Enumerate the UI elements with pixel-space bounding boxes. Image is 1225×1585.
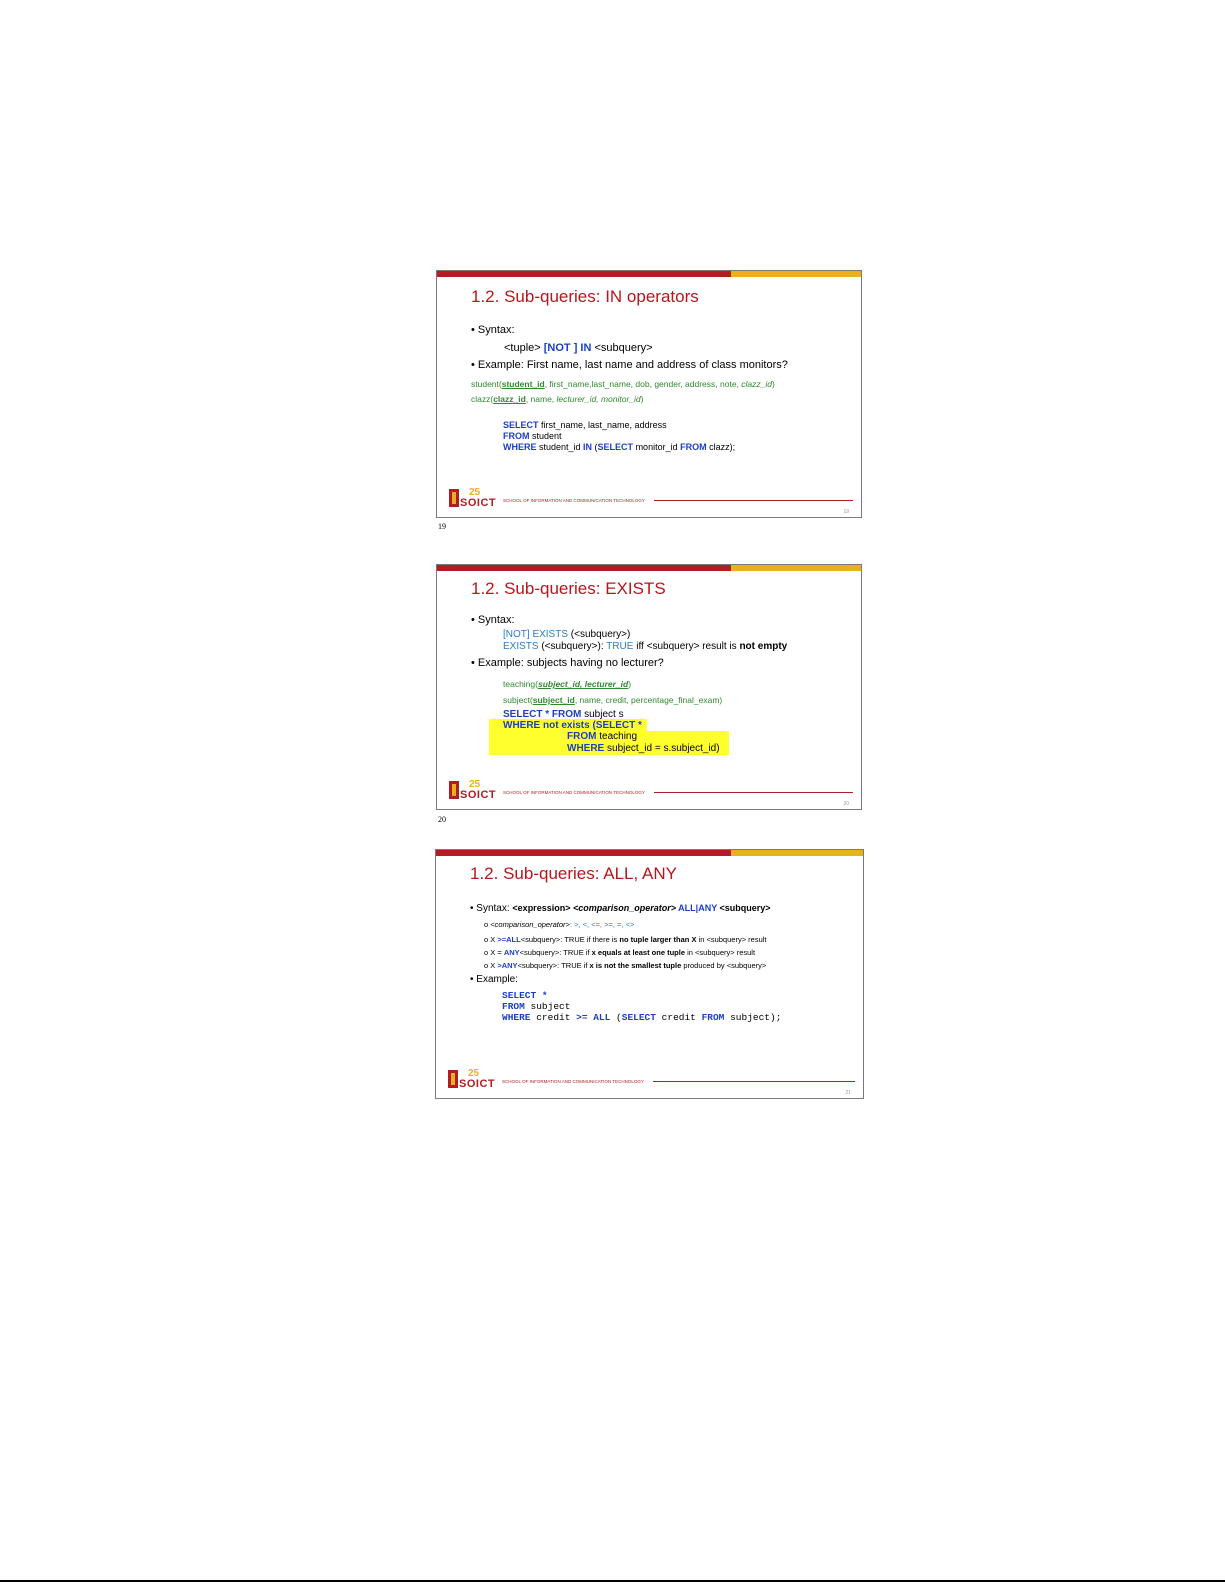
sql-line-4: WHERE subject_id = s.subject_id) [567, 743, 720, 754]
slide-header-bar [436, 850, 863, 856]
page-caption-19: 19 [438, 522, 446, 531]
bullet-operators: o <comparison_operator>: >, <, <=, >=, =, <> [484, 920, 635, 929]
slide-header-bar [437, 565, 861, 571]
example-text: • Example: [470, 974, 518, 985]
page-bottom-rule [0, 1580, 1225, 1582]
slide-title: 1.2. Sub-queries: IN operators [471, 287, 699, 306]
slide-page-number: 20 [843, 801, 849, 807]
sql-line-2: WHERE not exists (SELECT * [503, 720, 642, 731]
slide-in-operators [436, 270, 862, 518]
schema-subject: subject(subject_id, name, credit, percentage_final_exam) [503, 695, 723, 705]
syntax-line: • Syntax: <expression> <comparison_operator> ALL|ANY <subquery> [470, 903, 771, 914]
page-caption-20: 20 [438, 815, 446, 824]
syntax-line: <tuple> [NOT ] IN <subquery> [504, 342, 653, 354]
slide-title: 1.2. Sub-queries: EXISTS [471, 579, 666, 598]
soict-logo: 25 SOICT [448, 1068, 498, 1090]
syntax-label: • Syntax: [471, 324, 515, 336]
footer-school-name: SCHOOL OF INFORMATION AND COMMUNICATION TECHNOLOGY [503, 790, 645, 795]
slide-all-any [435, 849, 864, 1099]
syntax-line-2: EXISTS (<subquery>): TRUE iff <subquery> result is not empty [503, 641, 788, 652]
bullet-eq-any: o X = ANY<subquery>: TRUE if x equals at least one tuple in <subquery> result [484, 948, 756, 957]
example-text: • Example: First name, last name and address of class monitors? [471, 359, 788, 371]
slide-title: 1.2. Sub-queries: ALL, ANY [470, 864, 677, 883]
footer-school-name: SCHOOL OF INFORMATION AND COMMUNICATION TECHNOLOGY [503, 498, 645, 503]
sql-line-3: FROM teaching [567, 731, 638, 742]
sql-line-2: FROM subject [502, 1001, 571, 1012]
slide-page-number: 21 [845, 1090, 851, 1096]
slide-footer [449, 779, 853, 807]
sql-line-1: SELECT first_name, last_name, address [503, 420, 667, 430]
footer-school-name: SCHOOL OF INFORMATION AND COMMUNICATION TECHNOLOGY [502, 1079, 644, 1084]
soict-logo: 25 SOICT [449, 779, 499, 801]
schema-student: student(student_id, first_name,last_name, dob, gender, address, note, clazz_id) [471, 379, 775, 389]
slide-footer [449, 487, 853, 515]
slide-header-bar [437, 271, 861, 277]
sql-line-1: SELECT * [502, 990, 548, 1001]
schema-clazz: clazz(clazz_id, name, lecturer_id, monitor_id) [471, 394, 644, 404]
syntax-label: • Syntax: [471, 614, 515, 626]
syntax-line-1: [NOT] EXISTS (<subquery>) [503, 629, 631, 640]
soict-logo: 25 SOICT [449, 487, 499, 509]
sql-line-3: WHERE student_id IN (SELECT monitor_id FROM clazz); [503, 442, 736, 452]
sql-line-1: SELECT * FROM subject s [503, 709, 624, 720]
example-text: • Example: subjects having no lecturer? [471, 657, 664, 669]
slide-footer [448, 1068, 855, 1096]
schema-teaching: teaching(subject_id, lecturer_id) [503, 679, 632, 689]
sql-line-2: FROM student [503, 431, 562, 441]
sql-line-3: WHERE credit >= ALL (SELECT credit FROM subject); [502, 1012, 782, 1023]
bullet-gt-any: o X >ANY<subquery>: TRUE if x is not the smallest tuple produced by <subquery> [484, 961, 767, 970]
slide-exists [436, 564, 862, 810]
slide-page-number: 19 [843, 509, 849, 515]
bullet-ge-all: o X >=ALL<subquery>: TRUE if there is no tuple larger than X in <subquery> result [484, 935, 767, 944]
